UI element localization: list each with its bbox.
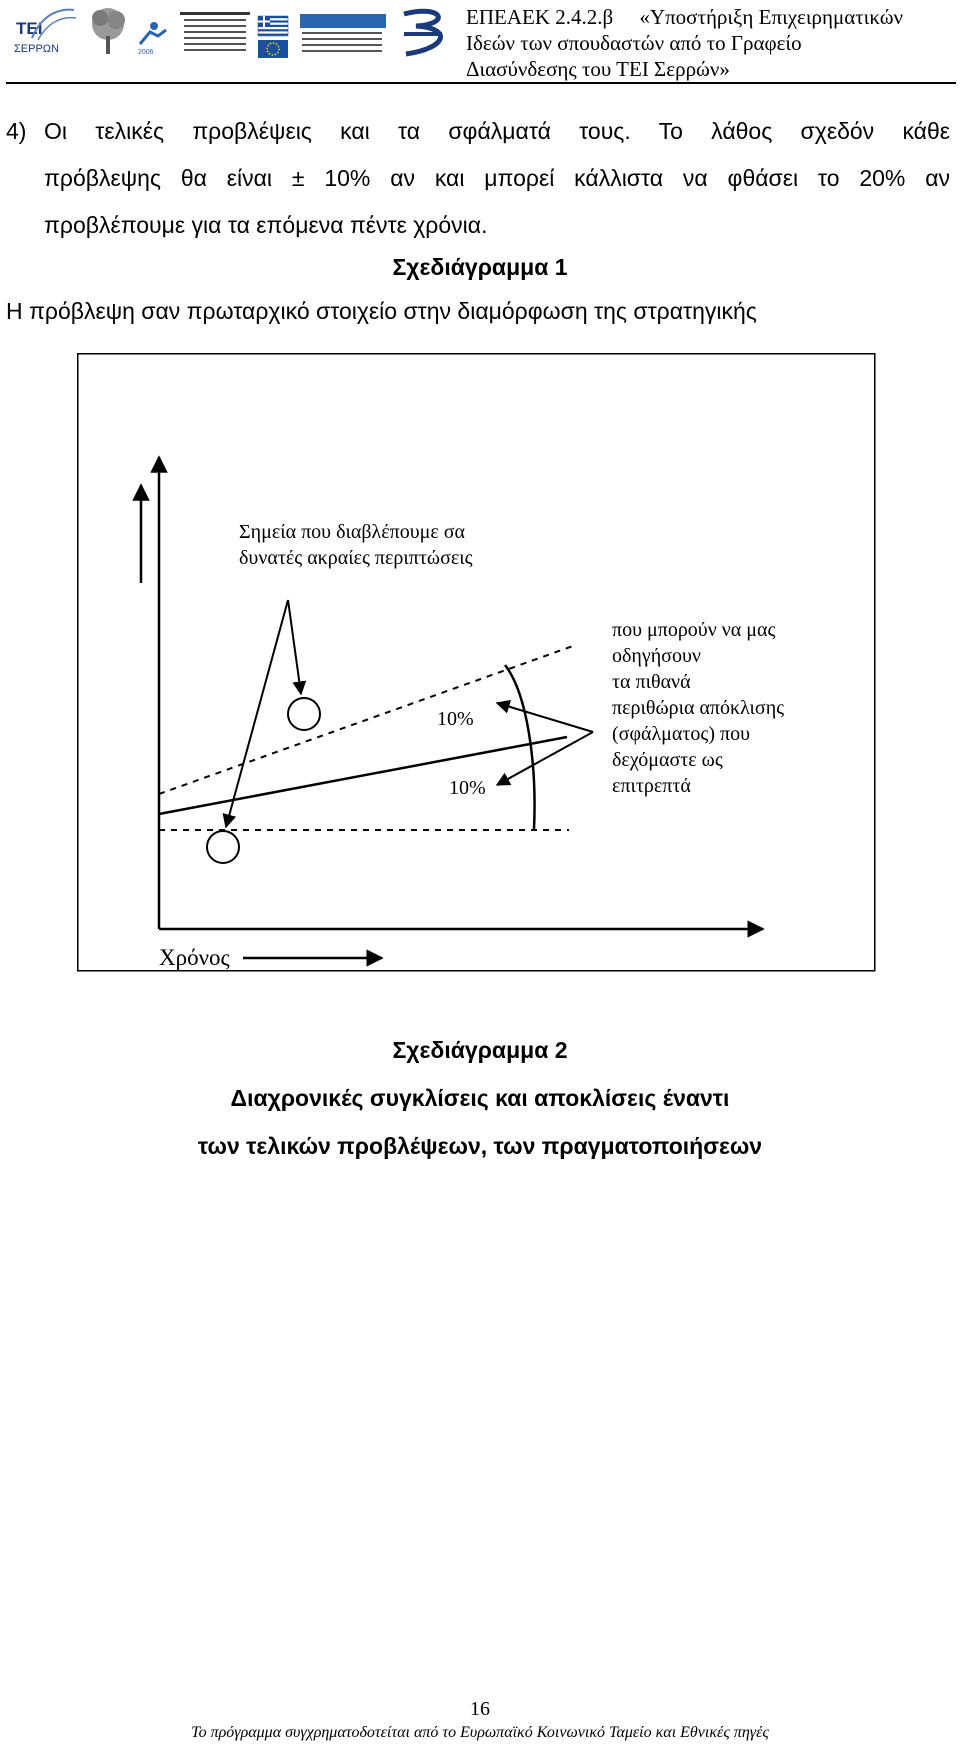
arrow-to-upper-point [288, 600, 301, 694]
forecast-diagram-svg [77, 353, 877, 973]
figure-1-title: Σχεδιάγραμμα 1 [392, 254, 568, 280]
annotation-right-line-7: επιτρεπτά [612, 775, 691, 797]
annotation-right-line-6: δεχόμαστε ως [612, 749, 723, 771]
annotation-right-line-4: περιθώρια απόκλισης [612, 697, 785, 719]
item-number: 4) [6, 118, 27, 144]
paragraph-line-1: Οι τελικές προβλέψεις και τα σφάλματά τους. Το λάθος σχεδόν κάθε [44, 118, 950, 144]
annotation-right-line-3: τα πιθανά [612, 671, 691, 693]
annotation-right-line-2: οδηγήσουν [612, 645, 701, 667]
arrow-to-upper-margin [497, 703, 593, 732]
header-line-2: Ιδεών των σπουδαστών από το Γραφείο [466, 31, 802, 55]
annotation-right-line-1: που μπορούν να μας [612, 619, 776, 641]
figure-2-subtitle-line-2: των τελικών προβλέψεων, των πραγματοποιήσεων [197, 1133, 763, 1159]
greek-flag-icon [258, 16, 288, 36]
upper-deviation-line [159, 646, 573, 794]
header-program-title [466, 4, 956, 82]
forecast-diagram [77, 353, 877, 973]
annotation-top-line-1: Σημεία που διαβλέπουμε σα [239, 521, 466, 543]
header-line-1: ΕΠΕΑΕΚ 2.4.2.β «Υποστήριξη Επιχειρηματικών [466, 5, 904, 29]
diagram-frame [78, 354, 875, 971]
epeaek-logo [404, 11, 442, 54]
x-axis-label: Χρόνος [159, 945, 230, 970]
annotation-right-line-5: (σφάλματος) που [612, 723, 750, 745]
page-number: 16 [470, 1698, 490, 1720]
figure-2-subtitle-line-1: Διαχρονικές συγκλίσεις και αποκλίσεις έναντι [230, 1085, 730, 1111]
header-line-3: Διασύνδεσης του ΤΕΙ Σερρών» [466, 57, 730, 81]
tree-logo [92, 8, 125, 54]
header-divider [6, 82, 956, 84]
figure-2-title: Σχεδιάγραμμα 2 [392, 1037, 568, 1063]
education-ministry-logo [300, 14, 386, 52]
lower-percent-label: 10% [449, 777, 486, 799]
arrow-to-lower-point [226, 600, 288, 827]
svg-text:TEI: TEI [16, 19, 43, 38]
tei-serron-logo [14, 10, 76, 55]
extreme-point-lower [207, 831, 239, 863]
figure-1-caption: Η πρόβλεψη σαν πρωταρχικό στοιχείο στην διαμόρφωση της στρατηγικής [6, 298, 757, 324]
eu-flag-icon [258, 40, 288, 58]
funding-footer-note: Το πρόγραμμα συγχρηματοδοτείται από το Ευρωπαϊκό Κοινωνικό Ταμείο και Εθνικές πηγές [191, 1724, 769, 1741]
header-logos [12, 4, 452, 62]
runner-logo [138, 22, 166, 56]
upper-percent-label: 10% [437, 708, 474, 730]
svg-text:2006: 2006 [138, 49, 154, 56]
paragraph-line-3: προβλέπουμε για τα επόμενα πέντε χρόνια. [44, 212, 488, 238]
tei-logo-text: ΣΕΡΡΩΝ [14, 43, 59, 55]
forecast-line [159, 737, 567, 814]
paragraph-line-2: πρόβλεψης θα είναι ± 10% αν και μπορεί κάλλιστα να φθάσει το 20% αν [44, 165, 950, 191]
extreme-point-upper [288, 698, 320, 730]
annotation-top-line-2: δυνατές ακραίες περιπτώσεις [239, 547, 473, 569]
program-text-logo [180, 12, 250, 51]
